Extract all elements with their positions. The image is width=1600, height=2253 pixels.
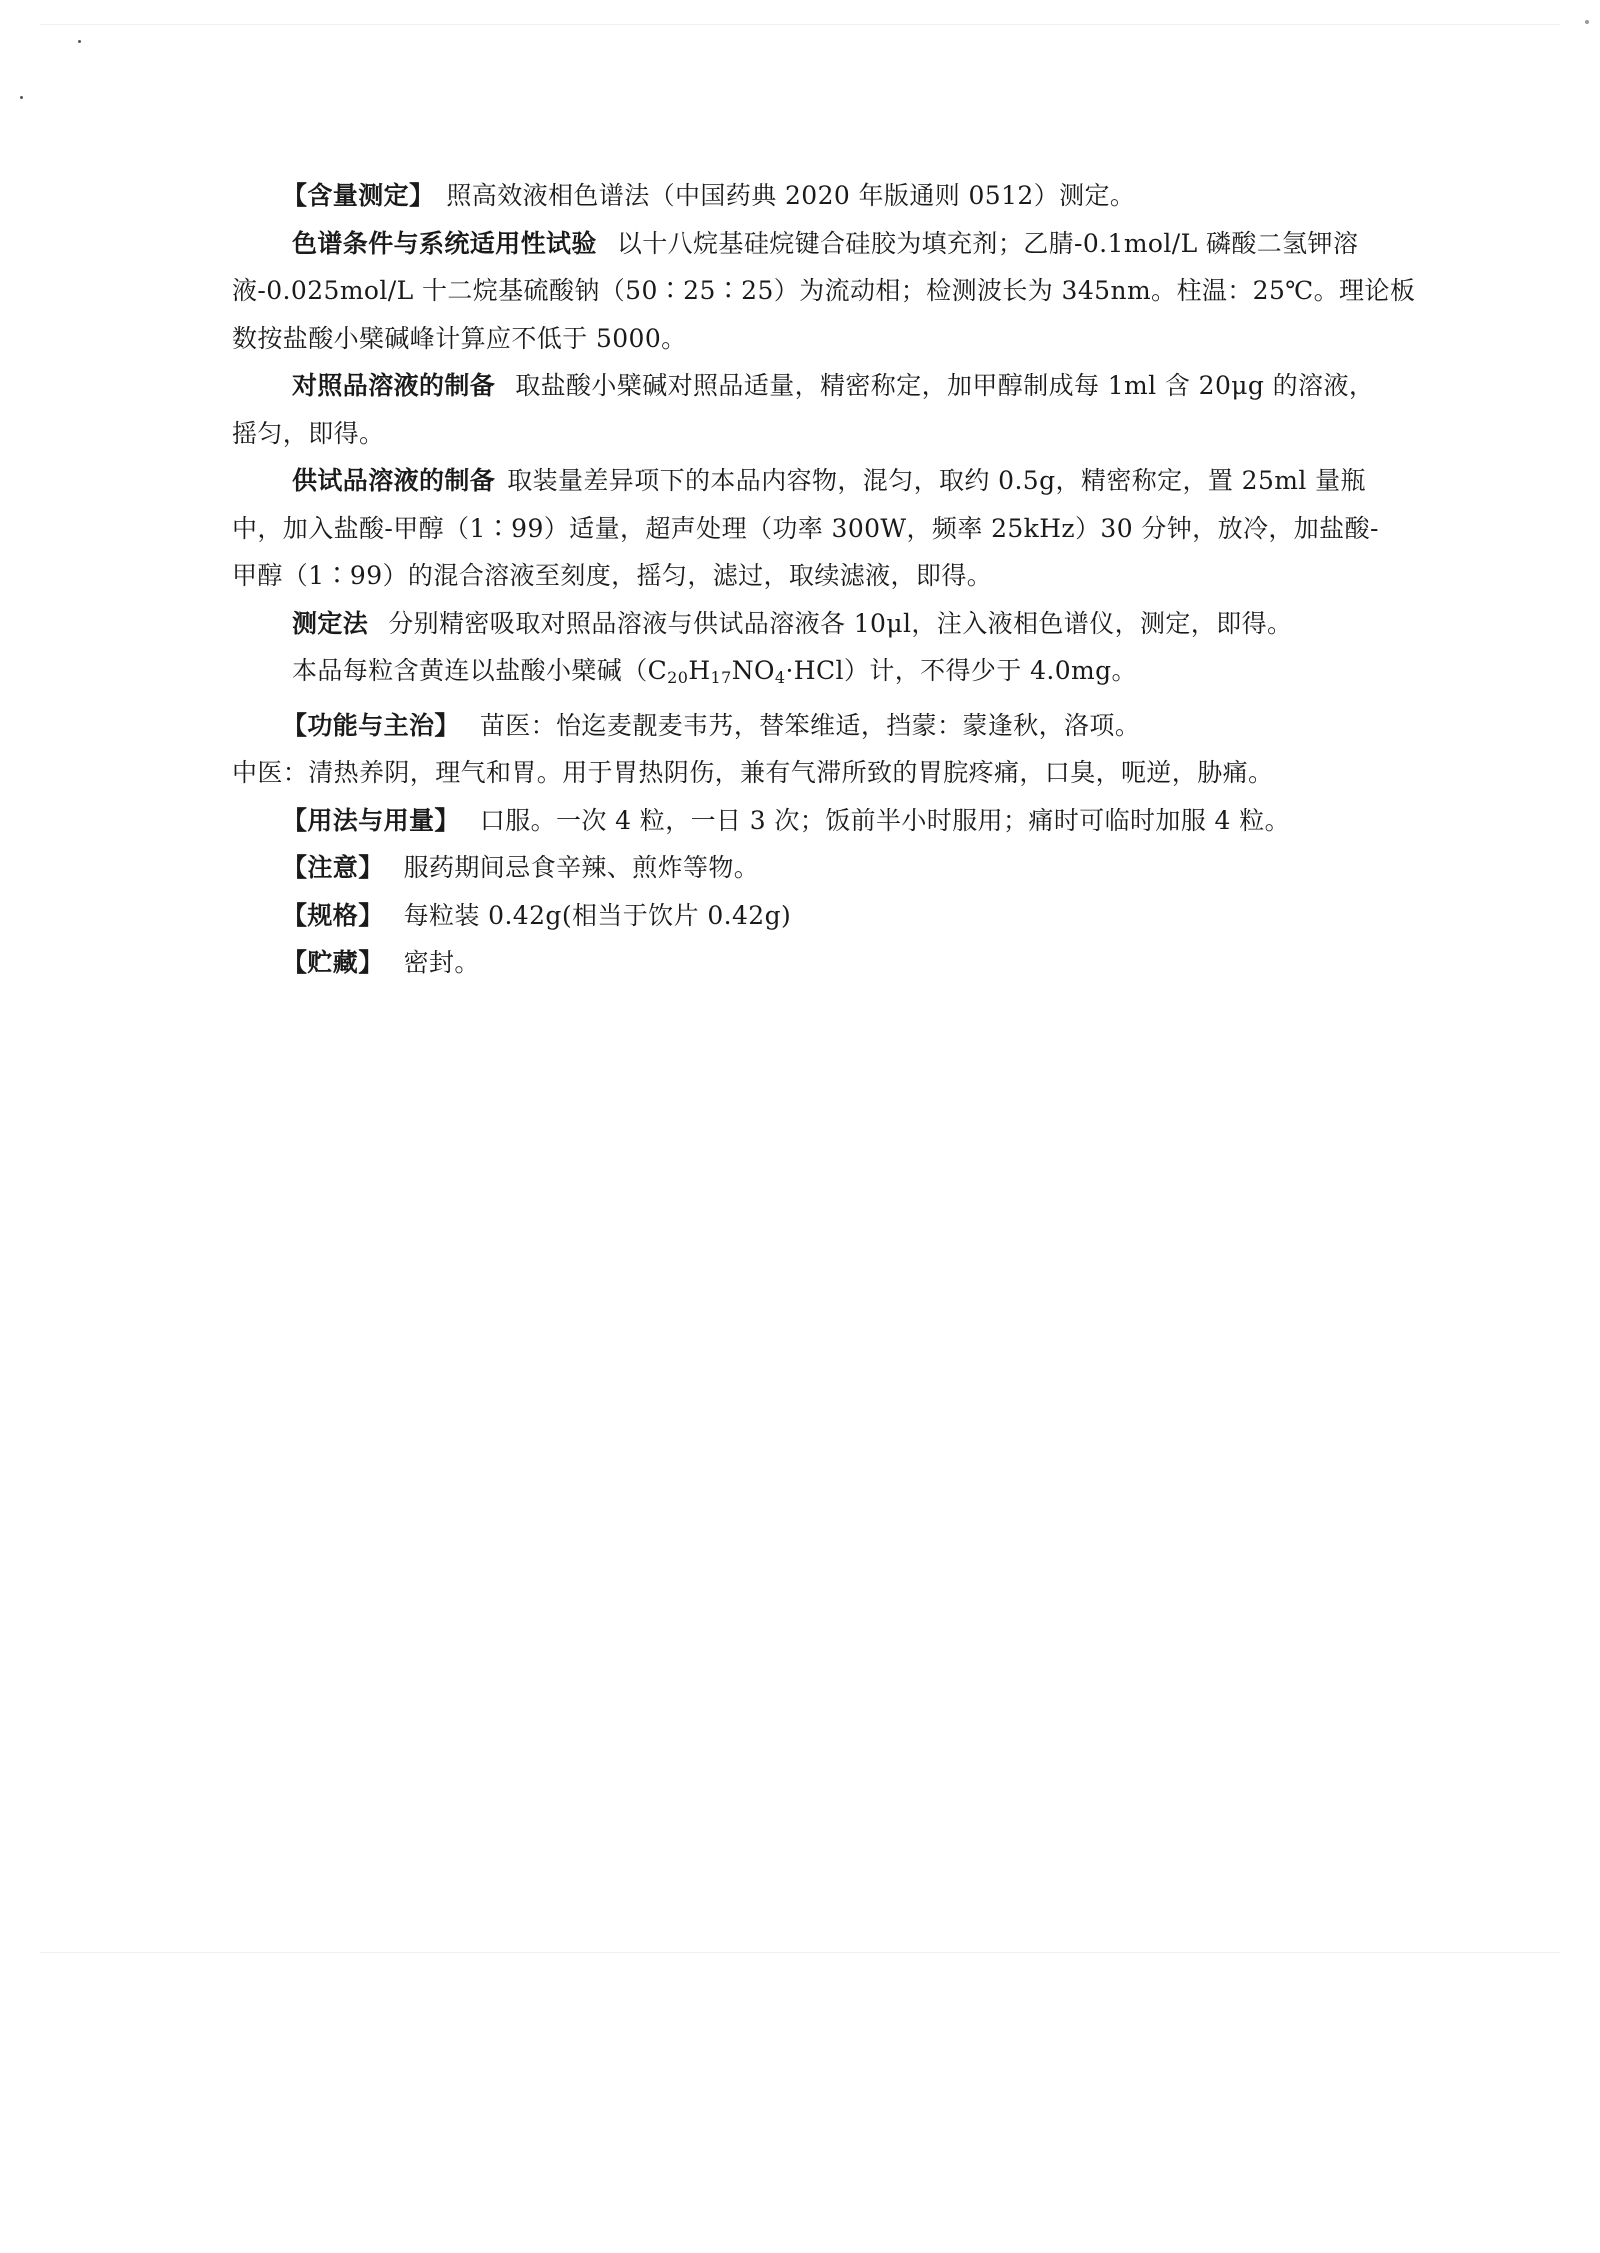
limit-text-post: ·HCl）计，不得少于 4.0mg。 — [785, 656, 1137, 685]
scan-speck — [78, 40, 81, 43]
formula-text: NO — [731, 656, 775, 685]
section-text: 服药期间忌食辛辣、煎炸等物。 — [403, 853, 760, 882]
section-label: 【注意】 — [282, 853, 384, 882]
formula-subscript: 20 — [667, 668, 689, 687]
paragraph-text: 中医：清热养阴，理气和胃。用于胃热阴伤，兼有气滞所致的胃脘疼痛，口臭，呃逆，胁痛。 — [232, 758, 1274, 787]
section-label: 【贮藏】 — [282, 948, 384, 977]
limit-text-pre: 本品每粒含黄连以盐酸小檗碱（C — [292, 656, 668, 685]
paragraph-label: 供试品溶液的制备 — [292, 466, 496, 495]
section-text: 密封。 — [403, 948, 480, 977]
paragraph-line: 取盐酸小檗碱对照品适量，精密称定，加甲醇制成每 1ml 含 20μg 的溶液， — [515, 371, 1375, 400]
section-specification — [232, 892, 1462, 940]
content-limit-paragraph — [232, 647, 1462, 702]
section-label: 【用法与用量】 — [282, 805, 460, 835]
scan-speck — [20, 96, 23, 99]
procedure-paragraph — [232, 600, 1462, 648]
reference-solution-paragraph — [232, 362, 1462, 457]
section-label: 【含量测定】 — [282, 181, 435, 210]
paragraph-label: 测定法 — [292, 608, 369, 638]
paragraph-text: 分别精密吸取对照品溶液与供试品溶液各 10μl，注入液相色谱仪，测定，即得。 — [388, 608, 1293, 638]
section-storage — [232, 939, 1462, 987]
section-content-determination — [232, 172, 1462, 220]
section-text: 每粒装 0.42g(相当于饮片 0.42g) — [403, 900, 792, 930]
chromatographic-conditions-paragraph — [232, 220, 1462, 363]
formula-text: H — [688, 656, 711, 685]
scan-streak — [40, 1952, 1560, 1953]
paragraph-line: 中，加入盐酸-甲醇（1∶99）适量，超声处理（功率 300W，频率 25kHz）30 分钟，放冷，加盐酸- — [232, 513, 1379, 543]
section-label: 【功能与主治】 — [282, 710, 460, 740]
paragraph-line: 以十八烷基硅烷键合硅胶为填充剂；乙腈-0.1mol/L 磷酸二氢钾溶 — [616, 228, 1359, 258]
paragraph-line: 取装量差异项下的本品内容物，混匀，取约 0.5g，精密称定，置 25ml 量瓶 — [507, 466, 1366, 495]
paragraph-label: 对照品溶液的制备 — [292, 371, 496, 400]
paragraph-line: 摇匀，即得。 — [232, 418, 385, 448]
section-text: 照高效液相色谱法（中国药典 2020 年版通则 0512）测定。 — [446, 181, 1136, 210]
paragraph-line: 液-0.025mol/L 十二烷基硫酸钠（50∶25∶25）为流动相；检测波长为 345nm。柱温：25℃。理论板 — [232, 276, 1416, 305]
paragraph-line: 甲醇（1∶99）的混合溶液至刻度，摇匀，滤过，取续滤液，即得。 — [232, 561, 993, 590]
formula-subscript: 4 — [774, 668, 786, 687]
section-text: 苗医：怡迄麦靓麦韦艿，替笨维适，挡蒙：蒙逢秋，洛项。 — [479, 710, 1141, 740]
section-label: 【规格】 — [282, 900, 384, 930]
section-precautions — [232, 844, 1462, 892]
scan-speck — [1585, 20, 1589, 24]
tcm-indications-paragraph — [232, 749, 1462, 797]
formula-subscript: 17 — [710, 668, 732, 687]
scan-streak — [40, 24, 1560, 25]
document-body — [232, 172, 1462, 987]
paragraph-label: 色谱条件与系统适用性试验 — [292, 228, 597, 258]
section-text: 口服。一次 4 粒，一日 3 次；饭前半小时服用；痛时可临时加服 4 粒。 — [479, 805, 1291, 835]
section-dosage — [232, 797, 1462, 845]
section-indications — [232, 702, 1462, 750]
test-solution-paragraph — [232, 457, 1462, 600]
paragraph-line: 数按盐酸小檗碱峰计算应不低于 5000。 — [232, 323, 687, 353]
